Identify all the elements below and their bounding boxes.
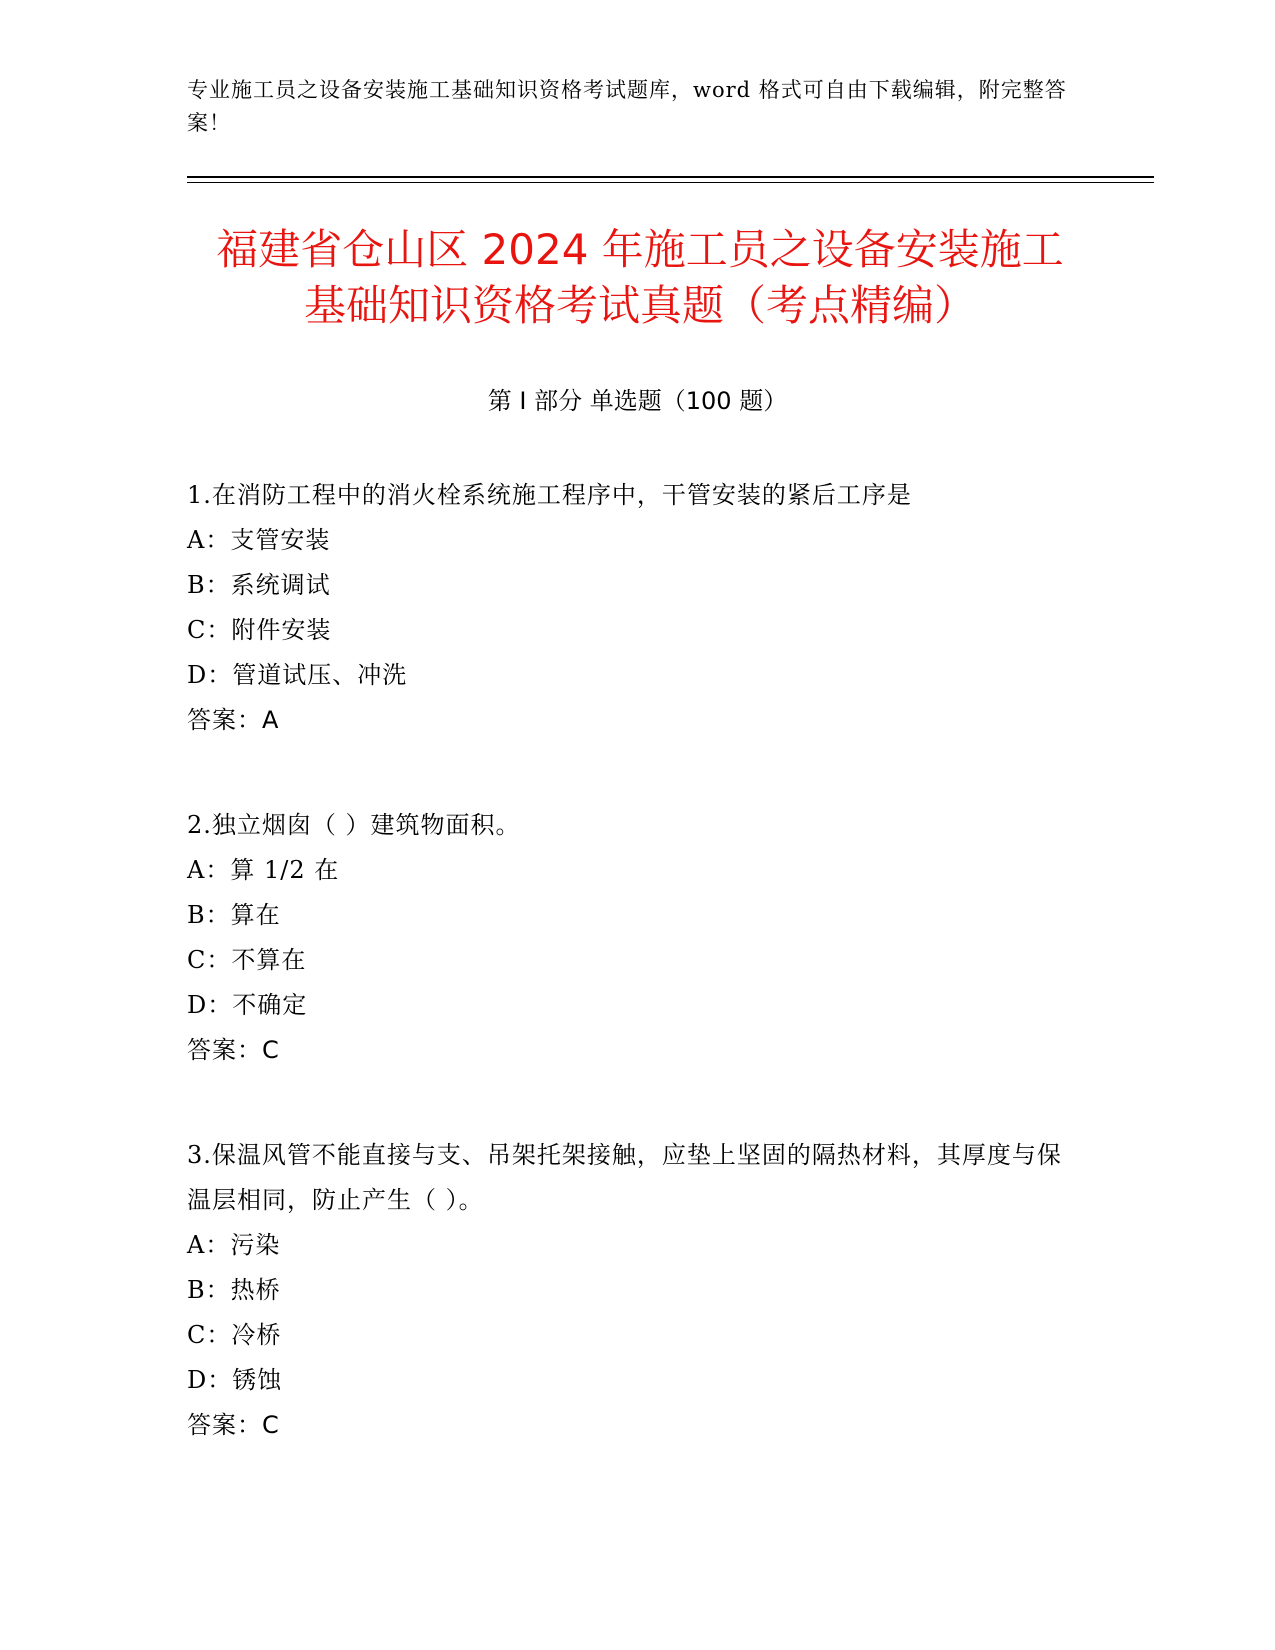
question-stem: 2.独立烟囱（ ）建筑物面积。 xyxy=(187,811,521,839)
option-d: D：锈蚀 xyxy=(187,1366,283,1394)
question-list xyxy=(187,473,1067,1508)
answer-line: 答案：A xyxy=(187,706,280,734)
question-stem: 1.在消防工程中的消火栓系统施工程序中，干管安装的紧后工序是 xyxy=(187,481,912,509)
option-a: A：污染 xyxy=(187,1231,281,1259)
header-divider-thin xyxy=(187,182,1154,183)
document-title-line-2: 基础知识资格考试真题（考点精编） xyxy=(303,281,976,330)
option-d: D：管道试压、冲洗 xyxy=(187,661,408,689)
option-a: A：算 1/2 在 xyxy=(187,856,340,884)
question-1 xyxy=(187,473,1067,743)
option-d: D：不确定 xyxy=(187,991,308,1019)
answer-line: 答案：C xyxy=(187,1036,280,1064)
header-divider-thick xyxy=(187,176,1154,178)
option-c: C：冷桥 xyxy=(187,1321,282,1349)
header-note: 专业施工员之设备安装施工基础知识资格考试题库，word 格式可自由下载编辑，附完整答案！ xyxy=(187,78,1067,135)
option-b: B：系统调试 xyxy=(187,571,331,599)
question-stem: 3.保温风管不能直接与支、吊架托架接触，应垫上坚固的隔热材料，其厚度与保温层相同，防止产生（ ）。 xyxy=(187,1141,1062,1214)
question-2 xyxy=(187,803,1067,1073)
answer-line: 答案：C xyxy=(187,1411,280,1439)
option-a: A：支管安装 xyxy=(187,526,331,554)
document-title-line-1: 福建省仓山区 2024 年施工员之设备安装施工 xyxy=(216,225,1064,274)
option-c: C：附件安装 xyxy=(187,616,332,644)
section-heading: 第 I 部分 单选题（100 题） xyxy=(487,387,788,415)
option-c: C：不算在 xyxy=(187,946,307,974)
option-b: B：算在 xyxy=(187,901,281,929)
document-title xyxy=(160,222,1120,334)
question-3 xyxy=(187,1133,1067,1448)
option-b: B：热桥 xyxy=(187,1276,281,1304)
